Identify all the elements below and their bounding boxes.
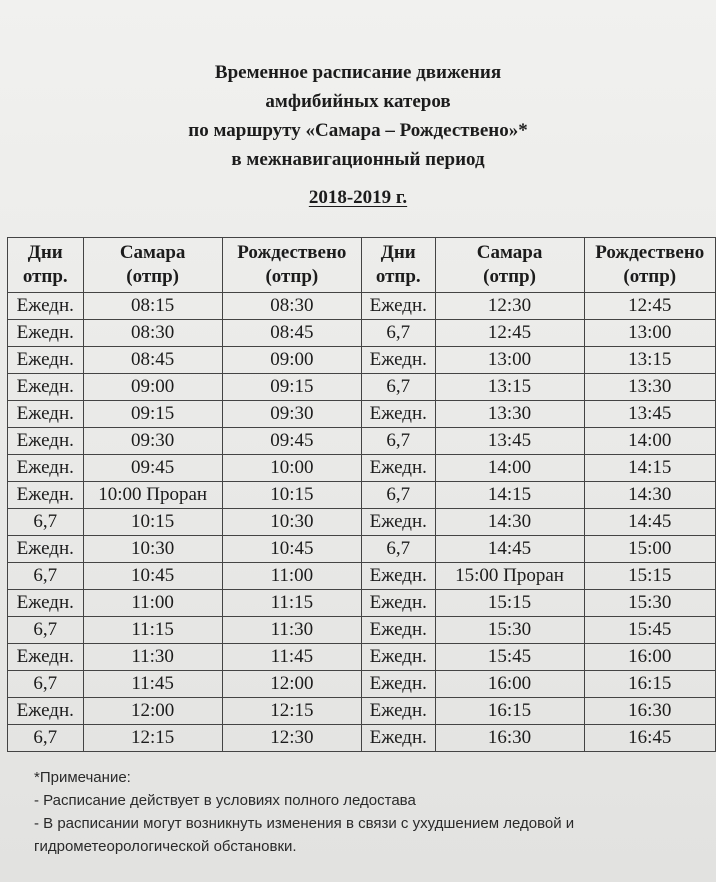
rozhdestveno-time-cell: 11:30 [222,617,361,644]
rozhdestveno-time-cell: 09:30 [222,401,361,428]
samara-time-cell: 15:00 Проран [435,563,584,590]
samara-time-cell: 08:30 [83,320,222,347]
header-samara-left [83,238,222,293]
samara-time-cell: 16:00 [435,671,584,698]
rozhdestveno-time-cell: 09:15 [222,374,361,401]
days-cell: Ежедн. [361,401,435,428]
header-line: Дни [27,242,63,263]
days-cell: Ежедн. [8,428,84,455]
header-days-left [8,238,84,293]
samara-time-cell: 14:15 [435,482,584,509]
table-row [8,536,716,563]
title-line-1: Временное расписание движения [214,62,502,83]
table-row [8,347,716,374]
rozhdestveno-time-cell: 16:00 [584,644,715,671]
samara-time-cell: 11:45 [83,671,222,698]
samara-time-cell: 16:30 [435,725,584,752]
header-line: отпр. [22,266,68,287]
table-row [8,401,716,428]
rozhdestveno-time-cell: 14:15 [584,455,715,482]
header-rozhdestveno-right [584,238,715,293]
header-rozhdestveno-left [222,238,361,293]
table-row [8,293,716,320]
samara-time-cell: 08:15 [83,293,222,320]
table-header-row [8,238,716,293]
days-cell: 6,7 [361,428,435,455]
days-cell: Ежедн. [8,482,84,509]
days-cell: Ежедн. [8,590,84,617]
samara-time-cell: 09:00 [83,374,222,401]
title-line-2: амфибийных катеров [265,91,451,112]
days-cell: Ежедн. [8,293,84,320]
table-row [8,482,716,509]
days-cell: 6,7 [8,725,84,752]
days-cell: 6,7 [8,617,84,644]
header-line: (отпр) [483,266,536,287]
rozhdestveno-time-cell: 10:15 [222,482,361,509]
footnote-line-2: - В расписании могут возникнуть изменения в связи с ухудшением ледовой и [34,815,575,832]
days-cell: Ежедн. [361,698,435,725]
rozhdestveno-time-cell: 16:45 [584,725,715,752]
rozhdestveno-time-cell: 13:45 [584,401,715,428]
rozhdestveno-time-cell: 13:15 [584,347,715,374]
days-cell: 6,7 [361,536,435,563]
title-line-3: по маршруту «Самара – Рождествено»* [188,120,528,141]
table-row [8,590,716,617]
days-cell: Ежедн. [361,563,435,590]
samara-time-cell: 08:45 [83,347,222,374]
rozhdestveno-time-cell: 12:00 [222,671,361,698]
table-row [8,563,716,590]
footnote [34,766,574,858]
samara-time-cell: 10:00 Проран [83,482,222,509]
samara-time-cell: 15:30 [435,617,584,644]
days-cell: Ежедн. [8,401,84,428]
rozhdestveno-time-cell: 09:45 [222,428,361,455]
samara-time-cell: 09:15 [83,401,222,428]
period-years-text: 2018-2019 г. [308,187,408,208]
days-cell: Ежедн. [8,644,84,671]
rozhdestveno-time-cell: 11:00 [222,563,361,590]
days-cell: 6,7 [361,482,435,509]
table-row [8,725,716,752]
footnote-line-1: - Расписание действует в условиях полного ледостава [34,792,416,809]
footnote-heading: *Примечание: [34,769,131,786]
samara-time-cell: 13:15 [435,374,584,401]
table-row [8,644,716,671]
schedule-table [7,237,716,752]
samara-time-cell: 14:45 [435,536,584,563]
days-cell: 6,7 [8,563,84,590]
samara-time-cell: 09:30 [83,428,222,455]
rozhdestveno-time-cell: 15:30 [584,590,715,617]
header-line: Самара [119,242,186,263]
title-line-4: в межнавигационный период [231,149,485,170]
days-cell: 6,7 [8,671,84,698]
samara-time-cell: 11:00 [83,590,222,617]
days-cell: Ежедн. [8,320,84,347]
samara-time-cell: 12:00 [83,698,222,725]
header-line: (отпр) [126,266,180,287]
table-row [8,455,716,482]
rozhdestveno-time-cell: 10:45 [222,536,361,563]
samara-time-cell: 13:30 [435,401,584,428]
rozhdestveno-time-cell: 11:45 [222,644,361,671]
rozhdestveno-time-cell: 12:30 [222,725,361,752]
rozhdestveno-time-cell: 13:30 [584,374,715,401]
table-row [8,617,716,644]
table-row [8,374,716,401]
rozhdestveno-time-cell: 15:15 [584,563,715,590]
days-cell: Ежедн. [361,347,435,374]
samara-time-cell: 11:15 [83,617,222,644]
days-cell: Ежедн. [361,509,435,536]
rozhdestveno-time-cell: 08:45 [222,320,361,347]
header-line: Самара [476,242,543,263]
header-line: Рождествено [595,242,705,263]
days-cell: Ежедн. [8,455,84,482]
table-row [8,671,716,698]
period-years [0,187,716,209]
table-row [8,320,716,347]
footnote-line-3: гидрометеорологической обстановки. [34,838,297,855]
header-line: отпр. [375,266,421,287]
rozhdestveno-time-cell: 11:15 [222,590,361,617]
days-cell: 6,7 [361,374,435,401]
rozhdestveno-time-cell: 15:00 [584,536,715,563]
days-cell: Ежедн. [361,725,435,752]
rozhdestveno-time-cell: 10:00 [222,455,361,482]
header-samara-right [435,238,584,293]
samara-time-cell: 10:45 [83,563,222,590]
samara-time-cell: 12:45 [435,320,584,347]
days-cell: 6,7 [361,320,435,347]
days-cell: Ежедн. [8,698,84,725]
days-cell: 6,7 [8,509,84,536]
days-cell: Ежедн. [361,293,435,320]
days-cell: Ежедн. [361,671,435,698]
rozhdestveno-time-cell: 12:15 [222,698,361,725]
samara-time-cell: 13:45 [435,428,584,455]
document-title [0,58,716,174]
samara-time-cell: 14:00 [435,455,584,482]
samara-time-cell: 14:30 [435,509,584,536]
table-row [8,698,716,725]
samara-time-cell: 16:15 [435,698,584,725]
header-line: Рождествено [237,242,347,263]
table-row [8,509,716,536]
rozhdestveno-time-cell: 09:00 [222,347,361,374]
rozhdestveno-time-cell: 16:15 [584,671,715,698]
rozhdestveno-time-cell: 10:30 [222,509,361,536]
header-days-right [361,238,435,293]
samara-time-cell: 10:30 [83,536,222,563]
samara-time-cell: 11:30 [83,644,222,671]
samara-time-cell: 13:00 [435,347,584,374]
samara-time-cell: 15:15 [435,590,584,617]
header-line: Дни [380,242,416,263]
samara-time-cell: 12:15 [83,725,222,752]
rozhdestveno-time-cell: 14:00 [584,428,715,455]
samara-time-cell: 12:30 [435,293,584,320]
samara-time-cell: 15:45 [435,644,584,671]
rozhdestveno-time-cell: 15:45 [584,617,715,644]
days-cell: Ежедн. [361,617,435,644]
rozhdestveno-time-cell: 14:45 [584,509,715,536]
days-cell: Ежедн. [361,644,435,671]
header-line: (отпр) [265,266,319,287]
rozhdestveno-time-cell: 16:30 [584,698,715,725]
header-line: (отпр) [623,266,677,287]
rozhdestveno-time-cell: 14:30 [584,482,715,509]
table-row [8,428,716,455]
days-cell: Ежедн. [8,347,84,374]
days-cell: Ежедн. [8,536,84,563]
rozhdestveno-time-cell: 13:00 [584,320,715,347]
days-cell: Ежедн. [361,455,435,482]
samara-time-cell: 09:45 [83,455,222,482]
samara-time-cell: 10:15 [83,509,222,536]
days-cell: Ежедн. [361,590,435,617]
rozhdestveno-time-cell: 12:45 [584,293,715,320]
rozhdestveno-time-cell: 08:30 [222,293,361,320]
schedule-body [8,293,716,752]
days-cell: Ежедн. [8,374,84,401]
